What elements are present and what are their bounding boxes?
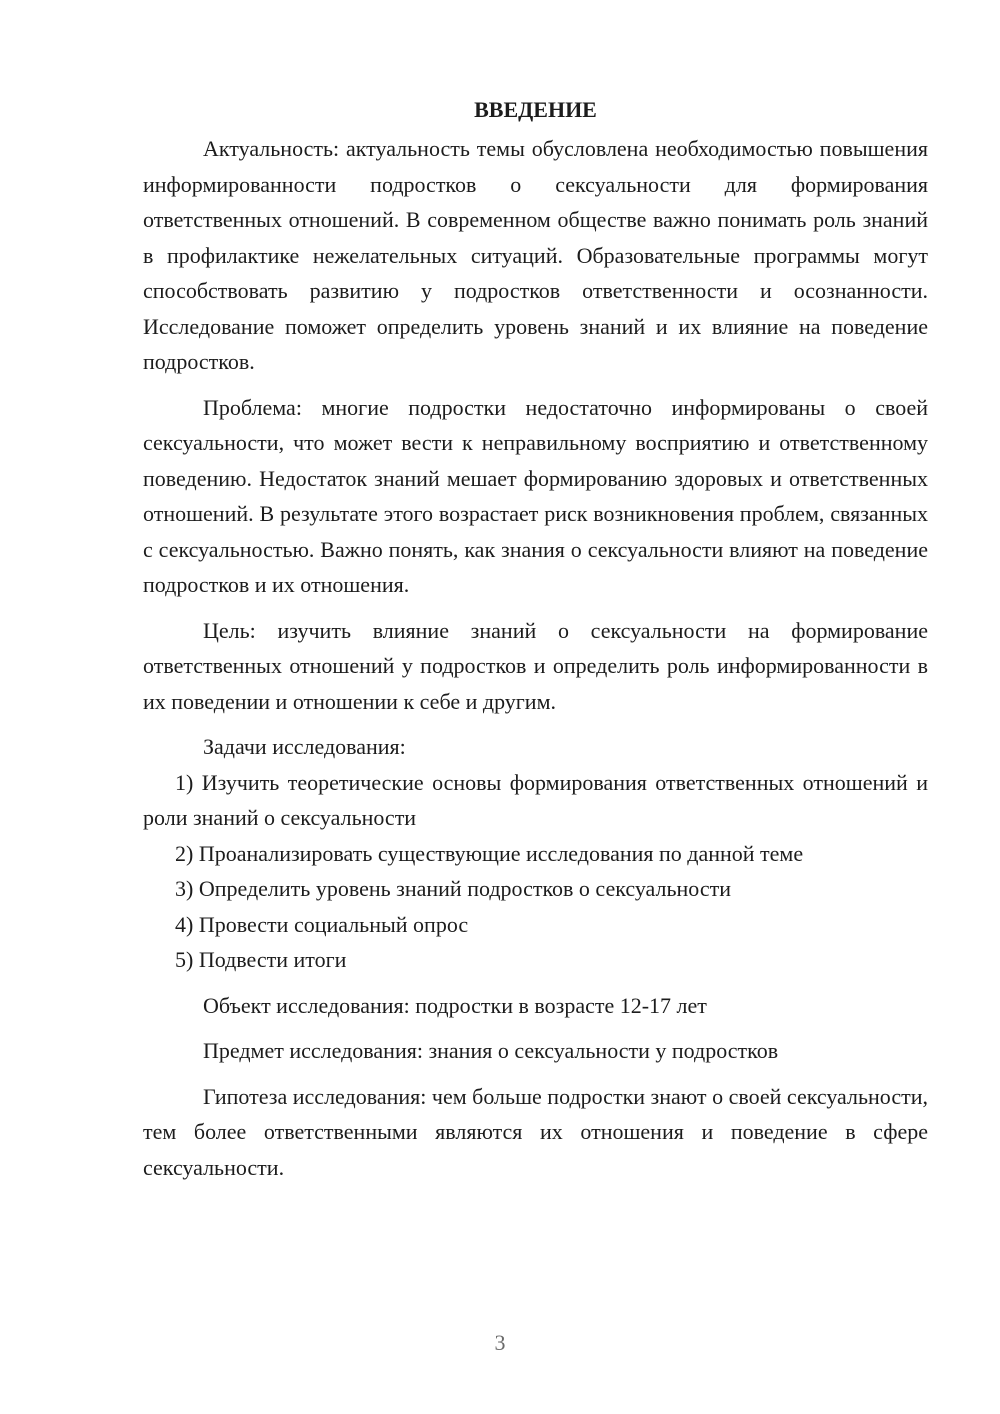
task-item: 5) Подвести итоги xyxy=(175,947,347,972)
goal-paragraph: Цель: изучить влияние знаний о сексуальности на формирование ответственных отношений у подростков и определить роль информированности в их поведении и отношении к себе и другим. xyxy=(143,617,928,714)
tasks-heading: Задачи исследования: xyxy=(203,734,406,759)
section-title: ВВЕДЕНИЕ xyxy=(474,97,597,122)
task-item: 1) Изучить теоретические основы формирования ответственных отношений и роли знаний о сексуальности xyxy=(143,769,928,830)
relevance-paragraph: Актуальность: актуальность темы обусловлена необходимостью повышения информированности подростков о сексуальности для формирования ответственных отношений. В современном обществе важно понимать роль знаний в профилактике нежелательных ситуаций. Образовательные программы могут способствовать развитию у подростков ответственности и осознанности. Исследование поможет определить уровень знаний и их влияние на поведение подростков. xyxy=(143,136,928,374)
document-body xyxy=(143,92,928,1185)
problem-paragraph: Проблема: многие подростки недостаточно информированы о своей сексуальности, что может вести к неправильному восприятию и ответственному поведению. Недостаток знаний мешает формированию здоровых и ответственных отношений. В результате этого возрастает риск возникновения проблем, связанных с сексуальностью. Важно понять, как знания о сексуальности влияют на поведение подростков и их отношения. xyxy=(143,394,928,597)
task-item: 2) Проанализировать существующие исследования по данной теме xyxy=(175,840,804,866)
task-item: 4) Провести социальный опрос xyxy=(175,911,469,937)
page-number: 3 xyxy=(494,1330,506,1355)
subject-paragraph: Предмет исследования: знания о сексуальности у подростков xyxy=(203,1038,779,1063)
object-paragraph: Объект исследования: подростки в возрасте 12-17 лет xyxy=(203,992,707,1018)
hypothesis-paragraph: Гипотеза исследования: чем больше подростки знают о своей сексуальности, тем более ответственными являются их отношения и поведение в сфере сексуальности. xyxy=(143,1083,928,1180)
task-item: 3) Определить уровень знаний подростков о сексуальности xyxy=(175,876,731,901)
